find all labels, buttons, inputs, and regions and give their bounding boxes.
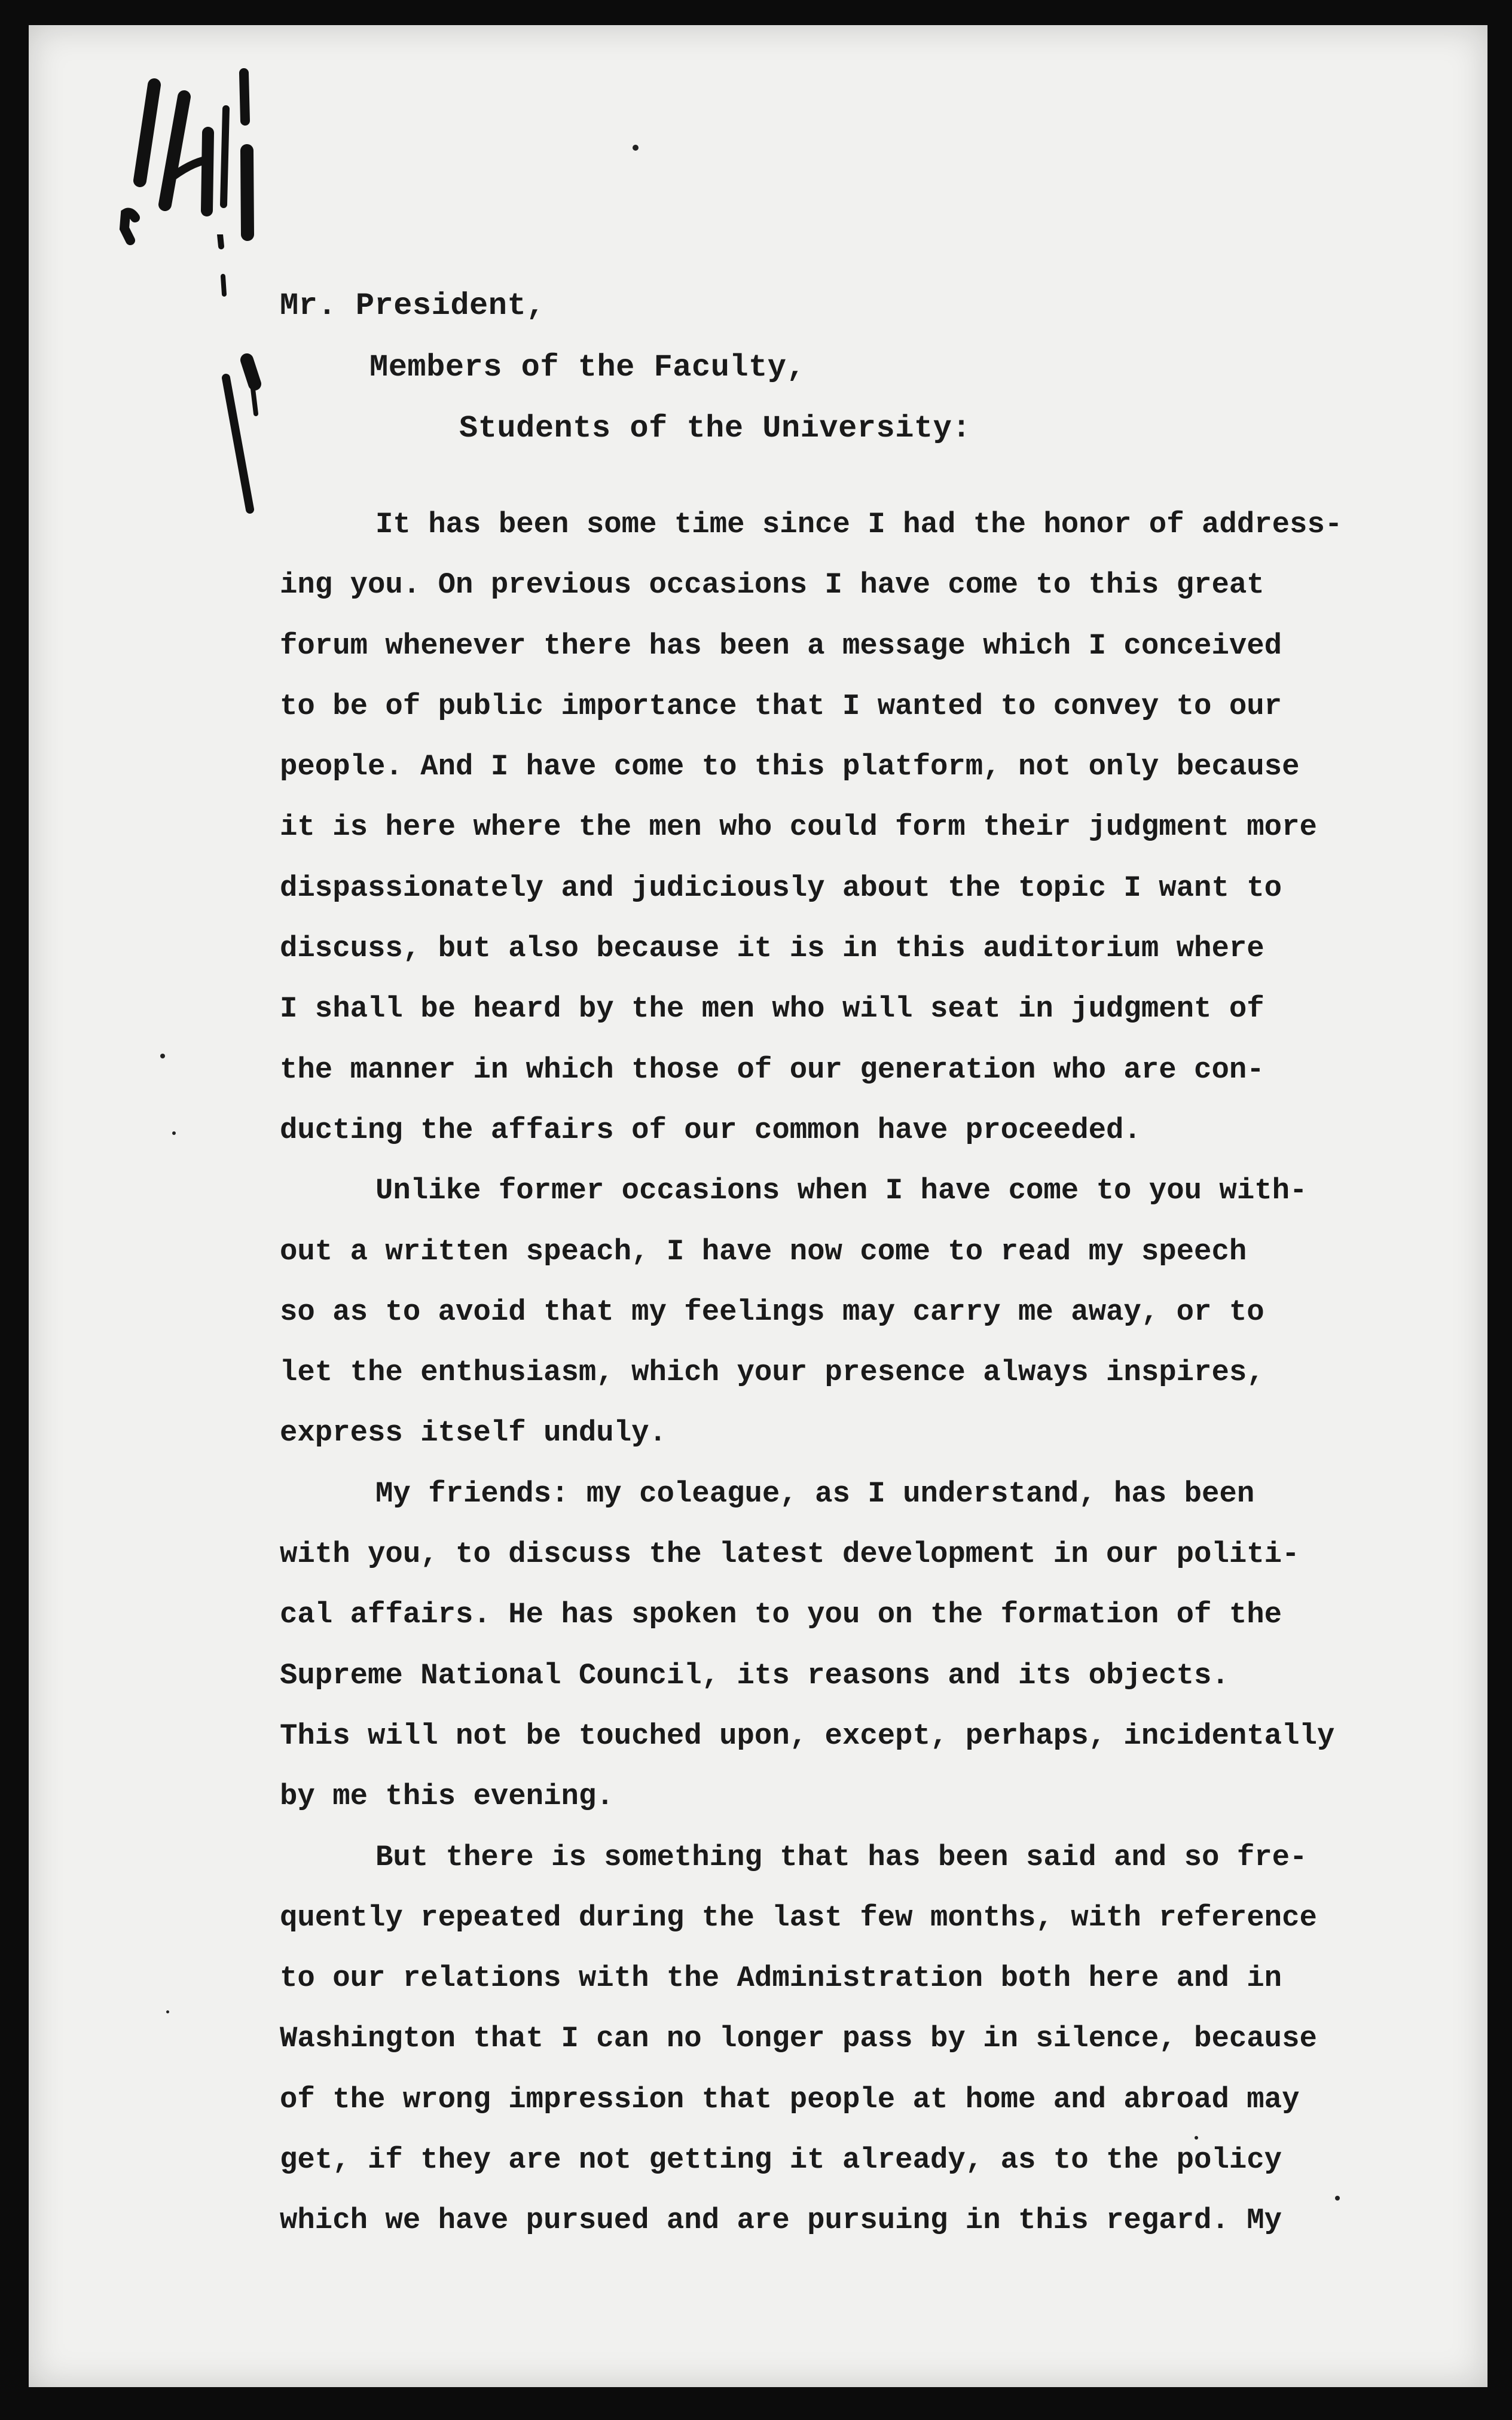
text-line: dispassionately and judiciously about the topic I want to [280,871,1282,905]
text-line: ing you. On previous occasions I have come to this great [280,568,1264,602]
text-line: It has been some time since I had the honor of address- [375,508,1343,541]
text-line: Unlike former occasions when I have come to you with- [375,1174,1308,1208]
text-line: express itself unduly. [280,1416,667,1450]
typewritten-page [29,25,1487,2387]
text-line: by me this evening. [280,1780,614,1814]
text-line: of the wrong impression that people at home and abroad may [280,2082,1300,2116]
text-line: so as to avoid that my feelings may carry me away, or to [280,1295,1264,1329]
text-line: quently repeated during the last few months, with reference [280,1900,1317,1934]
text-line: get, if they are not getting it already, as to the policy [280,2143,1282,2177]
text-line: Supreme National Council, its reasons and its objects. [280,1658,1229,1692]
salutation-line: Students of the University: [459,411,972,446]
dust-speck [1335,2196,1340,2201]
text-line: with you, to discuss the latest development in our politi- [280,1537,1300,1571]
text-line: But there is something that has been said and so fre- [375,1840,1308,1874]
speech-body [280,495,1380,2251]
dust-speck [172,1131,176,1135]
salutation-line: Mr. President, [280,288,545,324]
text-line: out a written speach, I have now come to read my speech [280,1234,1247,1268]
dust-speck [166,2010,169,2013]
text-line: the manner in which those of our generation who are con- [280,1052,1264,1087]
text-line: which we have pursued and are pursuing in this regard. My [280,2204,1282,2238]
dust-speck [1195,2136,1198,2140]
text-line: discuss, but also because it is in this auditorium where [280,932,1264,966]
text-line: people. And I have come to this platform, not only because [280,750,1300,784]
text-line: let the enthusiasm, which your presence always inspires, [280,1356,1264,1390]
text-line: I shall be heard by the men who will seat in judgment of [280,992,1264,1026]
text-line: This will not be touched upon, except, perhaps, incidentally [280,1719,1335,1753]
text-line: forum whenever there has been a message which I conceived [280,628,1282,663]
text-line: to be of public importance that I wanted to convey to our [280,689,1282,723]
text-line: it is here where the men who could form their judgment more [280,810,1317,844]
handwritten-page-number [118,61,286,252]
dust-speck [633,145,639,151]
text-line: My friends: my coleague, as I understand, has been [375,1476,1255,1510]
text-line: cal affairs. He has spoken to you on the formation of the [280,1598,1282,1632]
text-line: Washington that I can no longer pass by in silence, because [280,2022,1317,2056]
text-line: ducting the affairs of our common have proceeded. [280,1113,1141,1147]
margin-ink-marks [190,234,274,545]
salutation-line: Members of the Faculty, [369,350,806,385]
dust-speck [160,1054,165,1058]
text-line: to our relations with the Administration both here and in [280,1961,1282,1995]
